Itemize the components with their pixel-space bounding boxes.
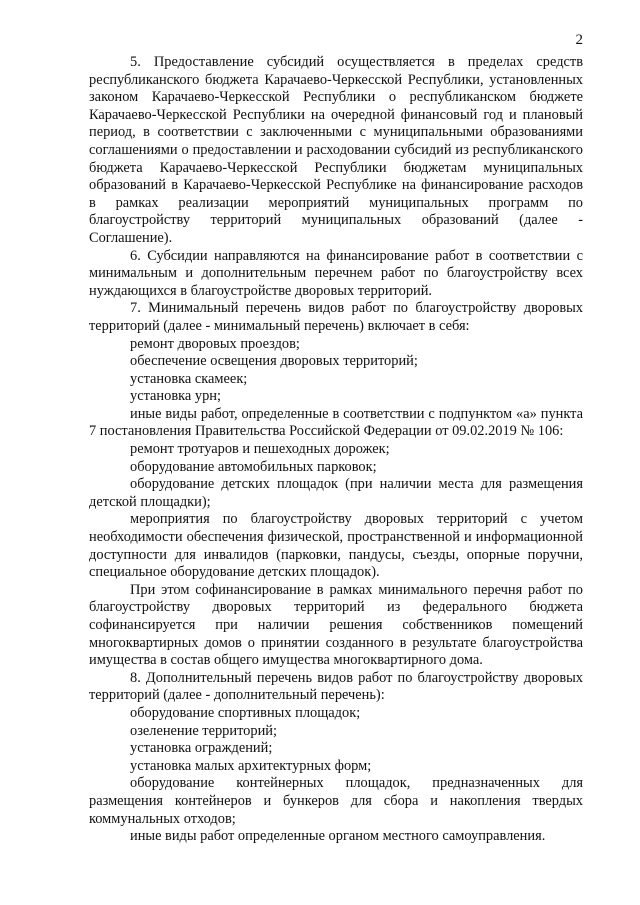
list-item: ремонт дворовых проездов; [130,335,300,352]
paragraph-7-minimal-list: 7. Минимальный перечень видов работ по благоустройству дворовых территорий (далее - минимальный перечень) включает в себя: [89,300,583,334]
list-item: оборудование автомобильных парковок; [130,458,377,475]
list-item: установка малых архитектурных форм; [130,757,372,774]
list-item: установка урн; [130,388,221,405]
paragraph-8-additional-list: 8. Дополнительный перечень видов работ по благоустройству дворовых территорий (далее - дополнительный перечень): [89,669,583,704]
list-item: установка ограждений; [130,740,273,757]
list-item: обеспечение освещения дворовых территорий; [130,353,418,370]
list-item: иные виды работ определенные органом местного самоуправления. [130,828,546,845]
list-item: озеленение территорий; [130,722,277,739]
list-item: оборудование контейнерных площадок, предназначенных для размещения контейнеров и бункеров для сбора и накопления твердых коммунальных отходов; [89,775,583,827]
document-body [89,54,583,846]
list-item: мероприятия по благоустройству дворовых территорий с учетом необходимости обеспечения физической, пространственной и информационной доступности для инвалидов (парковки, пандусы, съезды, опорные поручни, специальное оборудование детских площадок). [89,511,583,581]
paragraph-5-subsidy-provision: 5. Предоставление субсидий осуществляется в пределах средств республиканского бюджета Карачаево-Черкесской Республики, установленных законом Карачаево-Черкесской Республики о республиканском бюджете Карачаево-Черкесской Республики на очередной финансовый год и плановый период, в соответствии с заключенными с муниципальными образованиями соглашениями о предоставлении и расходовании субсидий из республиканского бюджета Карачаево-Черкесской Республики бюджетам муниципальных образований в Карачаево-Черкесской Республике на финансирование расходов в рамках реализации мероприятий муниципальных программ по благоустройству территорий муниципальных образований (далее - Соглашение). [89,54,583,246]
paragraph-6-subsidy-purpose: 6. Субсидии направляются на финансирование работ в соответствии с минимальным и дополнительным перечнем работ по благоустройству всех нуждающихся в благоустройстве дворовых территорий. [89,247,583,299]
list-item: оборудование спортивных площадок; [130,704,361,721]
paragraph-cofinancing: При этом софинансирование в рамках минимального перечня работ по благоустройству дворовых территорий из федерального бюджета софинансируется при наличии решения собственников помещений многоквартирных домов о принятии созданного в результате благоустройства имущества в состав общего имущества многоквартирного дома. [89,581,583,669]
list-item: ремонт тротуаров и пешеходных дорожек; [130,441,390,458]
list-item: иные виды работ, определенные в соответствии с подпунктом «а» пункта 7 постановления Правительства Российской Федерации от 09.02.2019 № 106: [89,405,583,440]
list-item: установка скамеек; [130,370,248,387]
list-item: оборудование детских площадок (при наличии места для размещения детской площадки); [89,476,583,510]
page-number: 2 [575,32,583,48]
